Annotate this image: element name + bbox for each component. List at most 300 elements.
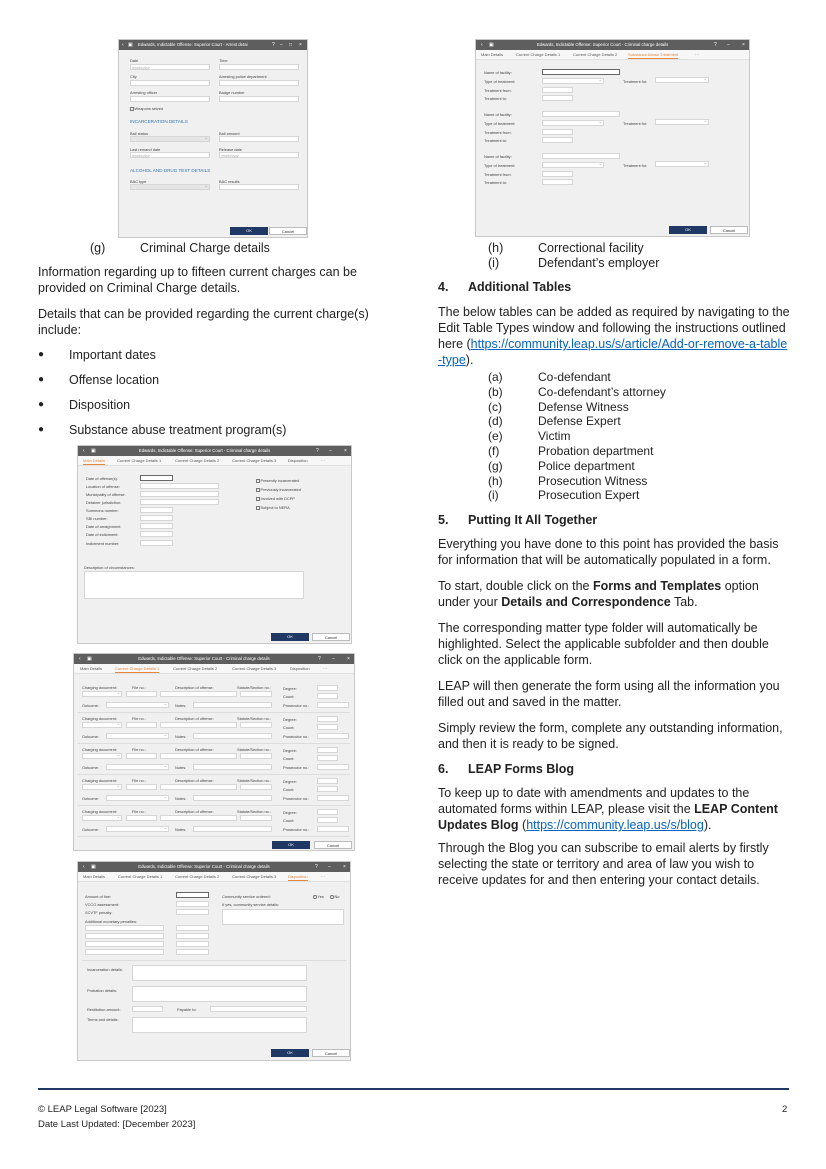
count-label: Count: [283, 818, 295, 823]
penalty-name-field[interactable] [85, 949, 164, 955]
bullet-item: Important dates [69, 348, 156, 362]
section-6-p1 [438, 785, 790, 833]
table-types-list [488, 370, 790, 503]
penalty-amount-field[interactable] [176, 933, 209, 939]
facility-label: Name of facility: [484, 70, 512, 75]
to-label: Treatment to: [484, 180, 507, 185]
substance-abuse-window [475, 39, 750, 237]
section-5-p3: The corresponding matter type folder will automatically be highlighted. Select the applicable subfolder and then double click on the applicable form. [438, 621, 769, 668]
incarceration-heading: INCARCERATION DETAILS [130, 119, 188, 124]
from-field[interactable] [542, 171, 573, 177]
file-no-label: File no.: [132, 809, 146, 814]
tab-disposition[interactable]: Disposition [290, 666, 310, 671]
penalty-amount-field[interactable] [176, 925, 209, 931]
table-types-link[interactable]: https://community.leap.us/s/article/Add-or-remove-a-table-type [438, 337, 788, 367]
bullet-item: Offense location [69, 373, 160, 387]
penalty-amount-field[interactable] [176, 941, 209, 947]
detainer-label: Detainer jurisdiction: [86, 500, 122, 505]
terms-label: Terms and details: [87, 1017, 119, 1022]
date-placeholder: mm/dd/yyyy [132, 154, 150, 158]
tab-charge-2[interactable]: Current Charge Details 2 [173, 666, 218, 671]
scvtf-label: SCVTF penalty: [85, 910, 113, 915]
time-field[interactable] [219, 64, 299, 70]
tab-charge-2[interactable]: Current Charge Details 2 [175, 458, 220, 463]
incarceration-label: Incarceration details: [87, 967, 123, 972]
item-label: (h) [488, 473, 503, 488]
minimize-icon[interactable]: – [328, 864, 331, 870]
bac-type-select[interactable] [130, 184, 210, 190]
paragraph-text: ). [703, 818, 712, 833]
paragraph-text: To keep up to date with amendments and updates to the automated forms within LEAP, please visit the [438, 786, 750, 817]
outcome-label: Outcome: [82, 765, 99, 770]
count-label: Count: [283, 787, 295, 792]
facility-group-3 [476, 124, 749, 184]
file-no-label: File no.: [132, 778, 146, 783]
charge-row [74, 778, 354, 832]
close-icon[interactable]: × [343, 864, 346, 870]
folder-icon[interactable]: ▣ [87, 656, 92, 662]
payable-label: Payable to: [177, 1007, 197, 1012]
fine-label: Amount of fine: [85, 894, 112, 899]
tab-charge-3[interactable]: Current Charge Details 3 [232, 666, 277, 671]
ok-button[interactable]: OK [669, 226, 707, 234]
statute-label: Statute/Section no.: [237, 747, 271, 752]
city-field[interactable] [130, 80, 210, 86]
checkbox-label: Presently incarcerated [260, 478, 300, 483]
table-type-item [488, 385, 790, 400]
weapons-checkbox[interactable] [130, 106, 163, 111]
summons-field[interactable] [140, 507, 173, 513]
terms-textarea[interactable] [132, 1017, 307, 1033]
alcohol-heading: ALCOHOL AND DRUG TEST DETAILS [130, 168, 211, 173]
community-yes-radio[interactable] [312, 894, 324, 899]
outcome-select[interactable] [106, 826, 169, 832]
notes-label: Notes: [175, 734, 187, 739]
count-label: Count: [283, 694, 295, 699]
table-type-item [488, 370, 790, 385]
location-field[interactable] [140, 483, 219, 489]
bac-results-field[interactable] [219, 184, 299, 190]
bullet-icon: ● [38, 349, 45, 360]
item-text: Defense Witness [538, 399, 629, 414]
item-label: (d) [488, 414, 503, 429]
item-label: (c) [488, 399, 502, 414]
bac-type-label: BAC type [130, 179, 147, 184]
description-textarea[interactable] [84, 571, 304, 599]
fine-field[interactable] [176, 892, 209, 898]
ok-button[interactable]: OK [271, 1049, 309, 1057]
tab-charge-1[interactable]: Current Charge Details 1 [118, 874, 163, 879]
tab-disposition[interactable]: Disposition [288, 458, 308, 463]
details-paragraph: Details that can be provided regarding the current charge(s) include: [38, 307, 369, 337]
item-text: Prosecution Witness [538, 473, 648, 488]
charging-doc-select[interactable] [82, 815, 122, 821]
count-label: Count: [283, 725, 295, 730]
penalty-name-field[interactable] [85, 933, 164, 939]
table-type-item [488, 474, 790, 489]
table-type-item [488, 488, 790, 503]
table-type-item [488, 400, 790, 415]
tab-charge-1[interactable]: Current Charge Details 1 [516, 52, 561, 57]
restitution-field[interactable] [132, 1006, 163, 1012]
back-icon[interactable]: ‹ [83, 448, 85, 454]
cancel-button[interactable]: Cancel [312, 1049, 350, 1057]
bullet-item: Disposition [69, 398, 131, 412]
charging-doc-label: Charging document: [82, 778, 118, 783]
section-divider [82, 960, 346, 961]
weapons-label: Weapons seized [134, 106, 164, 111]
degree-label: Degree: [283, 748, 297, 753]
bail-status-label: Bail status [130, 131, 148, 136]
tab-bar [78, 872, 350, 882]
municipality-field[interactable] [140, 491, 219, 497]
list-text-i: Defendant’s employer [538, 256, 660, 270]
list-text-g: Criminal Charge details [140, 241, 270, 255]
indictment-date-label: Date of indictment: [86, 532, 119, 537]
checkbox-label: Subject to NERA [260, 505, 290, 510]
count-label: Count: [283, 756, 295, 761]
notes-label: Notes: [175, 827, 187, 832]
minimize-icon[interactable]: – [332, 656, 335, 662]
item-label: (a) [488, 370, 503, 384]
item-label: (g) [488, 458, 503, 473]
presently-incarcerated-checkbox[interactable] [256, 478, 299, 483]
facility-field[interactable] [542, 69, 620, 75]
section-4-number: 4. [438, 280, 449, 294]
previously-incarcerated-checkbox[interactable] [256, 487, 301, 492]
count-field[interactable] [317, 817, 338, 823]
section-5-number: 5. [438, 513, 449, 528]
tab-bar [78, 456, 351, 466]
indictment-date-field[interactable] [140, 531, 173, 537]
time-label: Time [219, 58, 228, 63]
minimize-icon[interactable]: – [280, 42, 283, 48]
footer-rule [38, 1088, 789, 1090]
folder-icon[interactable]: ▣ [91, 864, 96, 870]
file-no-label: File no.: [132, 747, 146, 752]
indictment-number-label: Indictment number: [86, 541, 120, 546]
minimize-icon[interactable]: – [329, 448, 332, 454]
probation-label: Probation details: [87, 988, 118, 993]
cancel-button[interactable]: Cancel [710, 226, 748, 234]
community-label: Community service ordered: [222, 894, 271, 899]
from-label: Treatment from: [484, 88, 512, 93]
tab-more[interactable]: ··· [321, 458, 325, 463]
charge-row [74, 747, 354, 801]
charge-row [74, 716, 354, 770]
item-label: (e) [488, 429, 503, 444]
help-icon[interactable]: ? [714, 42, 717, 48]
item-text: Probation department [538, 443, 654, 458]
paragraph-text: Tab. [670, 595, 698, 610]
release-date-label: Release date [219, 147, 242, 152]
bail-amount-label: Bail amount [219, 131, 240, 136]
to-label: Treatment to: [484, 96, 507, 101]
folder-icon[interactable]: ▣ [91, 448, 96, 454]
date-label: Date [130, 58, 139, 63]
for-select[interactable] [655, 161, 709, 167]
police-dept-field[interactable] [219, 80, 299, 86]
paragraph-text: option under your [438, 579, 759, 610]
for-label: Treatment for: [623, 79, 648, 84]
bullet-item: Substance abuse treatment program(s) [69, 423, 287, 437]
nera-checkbox[interactable] [256, 505, 290, 510]
section-6-heading [438, 761, 790, 777]
vcco-field[interactable] [176, 901, 209, 907]
statute-field[interactable] [240, 815, 272, 821]
item-text: Prosecution Expert [538, 488, 640, 503]
police-dept-label: Arresting police department [219, 74, 267, 79]
folder-icon[interactable]: ▣ [489, 42, 494, 48]
table-type-item [488, 459, 790, 474]
community-no-radio[interactable] [329, 894, 339, 899]
tab-substance-abuse[interactable]: Substance Abuse Treatment [628, 52, 679, 57]
maximize-icon[interactable]: □ [289, 42, 293, 48]
from-label: Treatment from: [484, 130, 512, 135]
details-correspondence-bold: Details and Correspondence [501, 595, 671, 610]
table-type-item [488, 414, 790, 429]
list-text-h: Correctional facility [538, 241, 644, 255]
additional-label: Additional monetary penalties: [85, 919, 138, 924]
item-label: (f) [488, 443, 500, 458]
bail-amount-field[interactable] [219, 136, 299, 142]
tab-more[interactable]: ··· [695, 52, 699, 57]
degree-field[interactable] [317, 809, 338, 815]
section-4-heading [438, 279, 790, 295]
summons-label: Summons number: [86, 508, 119, 513]
facility-field[interactable] [542, 153, 620, 159]
tab-disposition[interactable]: Disposition [288, 874, 308, 879]
arraignment-label: Date of arraignment: [86, 524, 122, 529]
outcome-label: Outcome: [82, 796, 99, 801]
charging-doc-label: Charging document: [82, 809, 118, 814]
prosecutor-label: Prosecutor no.: [283, 765, 310, 770]
item-text: Defense Expert [538, 414, 621, 429]
tab-main-details[interactable]: Main Details [83, 874, 106, 879]
type-label: Type of treatment: [484, 121, 516, 126]
outcome-label: Outcome: [82, 703, 99, 708]
ok-button[interactable]: OK [272, 841, 310, 849]
community-details-label: If yes, community service details: [222, 902, 280, 907]
item-text: Victim [538, 429, 571, 444]
scvtf-field[interactable] [176, 909, 209, 915]
help-icon[interactable]: ? [272, 42, 275, 48]
current-charge-window [73, 653, 355, 851]
section-6-number: 6. [438, 762, 449, 777]
charging-doc-label: Charging document: [82, 716, 118, 721]
window-title: Edwards, Indictable Offense: Superior Court - Criminal charge details [536, 42, 669, 47]
help-icon[interactable]: ? [316, 448, 319, 454]
tab-main-details[interactable]: Main Details [83, 458, 106, 463]
cancel-button[interactable]: Cancel [269, 227, 307, 235]
statute-label: Statute/Section no.: [237, 716, 271, 721]
officer-field[interactable] [130, 96, 210, 102]
list-label-i: (i) [488, 256, 500, 270]
tab-charge-3[interactable]: Current Charge Details 3 [232, 874, 277, 879]
title-bar [119, 40, 307, 50]
disposition-window [77, 861, 351, 1061]
tab-main-details[interactable]: Main Details [80, 666, 103, 671]
tab-charge-2[interactable]: Current Charge Details 2 [573, 52, 618, 57]
close-icon[interactable]: × [299, 42, 302, 48]
help-icon[interactable]: ? [318, 656, 321, 662]
description-field[interactable] [160, 815, 237, 821]
indictment-number-field[interactable] [140, 540, 173, 546]
tab-main-details[interactable]: Main Details [481, 52, 504, 57]
no-label: No [334, 894, 340, 899]
right-column [438, 279, 790, 888]
charge-row [74, 685, 354, 739]
back-icon[interactable]: ‹ [83, 864, 85, 870]
description-label: Description of offense: [175, 747, 214, 752]
notes-label: Notes: [175, 796, 187, 801]
type-label: Type of treatment: [484, 79, 516, 84]
badge-field[interactable] [219, 96, 299, 102]
back-icon[interactable]: ‹ [481, 42, 483, 48]
back-icon[interactable]: ‹ [79, 656, 81, 662]
detainer-field[interactable] [140, 499, 219, 505]
item-text: Co-defendant’s attorney [538, 384, 666, 399]
checkbox-label: Previously incarcerated [260, 487, 301, 492]
facility-label: Name of facility: [484, 154, 512, 159]
page-number: 2 [782, 1104, 788, 1115]
back-icon[interactable]: ‹ [122, 42, 124, 48]
vcco-label: VCCO assessment: [85, 902, 120, 907]
tab-more[interactable]: ··· [323, 666, 327, 671]
restitution-label: Restitution amount: [87, 1007, 121, 1012]
table-type-item [488, 444, 790, 459]
tab-charge-3[interactable]: Current Charge Details 3 [232, 458, 277, 463]
cancel-button[interactable]: Cancel [312, 633, 350, 641]
payable-field[interactable] [210, 1006, 307, 1012]
close-icon[interactable]: × [344, 448, 347, 454]
offense-date-field[interactable] [140, 475, 173, 481]
penalty-amount-field[interactable] [176, 949, 209, 955]
date-placeholder: mm/dd/yyyy [221, 154, 239, 158]
description-label: Description of offense: [175, 778, 214, 783]
degree-label: Degree: [283, 686, 297, 691]
tab-charge-1[interactable]: Current Charge Details 1 [117, 458, 162, 463]
community-details-textarea[interactable] [222, 909, 344, 925]
title-bar [78, 446, 351, 456]
tab-charge-1[interactable]: Current Charge Details 1 [115, 666, 160, 671]
notes-field[interactable] [193, 826, 272, 832]
dcpp-checkbox[interactable] [256, 496, 295, 501]
blog-name-bold: LEAP Content Updates Blog [438, 802, 778, 833]
last-remand-label: Last remand date [130, 147, 161, 152]
bail-status-select[interactable] [130, 136, 210, 142]
section-5-p1: Everything you have done to this point has provided the basis for information that will be automatically populated in a form. [438, 537, 779, 568]
section-6-title: LEAP Forms Blog [468, 762, 575, 777]
incarceration-textarea[interactable] [132, 965, 307, 981]
arraignment-field[interactable] [140, 523, 173, 529]
penalty-name-field[interactable] [85, 941, 164, 947]
section-5-p5: Simply review the form, complete any outstanding information, and then it is ready to be signed. [438, 721, 783, 752]
list-label-g: (g) [90, 241, 106, 255]
description-label: Description of offense: [175, 809, 214, 814]
charge-row [74, 654, 354, 708]
type-label: Type of treatment: [484, 163, 516, 168]
section-4-title: Additional Tables [468, 280, 572, 294]
city-label: City [130, 74, 137, 79]
paragraph-text: ). [465, 353, 474, 367]
release-date-field[interactable] [219, 152, 299, 158]
window-title: Edwards, Indictable Offense: Superior Court - Criminal charge details [138, 448, 271, 453]
close-icon[interactable]: × [742, 42, 745, 48]
minimize-icon[interactable]: – [727, 42, 730, 48]
tab-more[interactable]: ··· [321, 874, 325, 879]
notes-label: Notes: [175, 765, 187, 770]
municipality-label: Municipality of offense: [86, 492, 126, 497]
section-4-paragraph [438, 304, 790, 368]
last-remand-field[interactable] [130, 152, 210, 158]
penalty-name-field[interactable] [85, 925, 164, 931]
probation-textarea[interactable] [132, 986, 307, 1002]
type-select[interactable] [542, 162, 604, 168]
prosecutor-field[interactable] [317, 826, 349, 832]
degree-label: Degree: [283, 717, 297, 722]
sbi-field[interactable] [140, 515, 173, 521]
statute-label: Statute/Section no.: [237, 685, 271, 690]
help-icon[interactable]: ? [315, 864, 318, 870]
section-5-p4: LEAP will then generate the form using all the information you filled out and saved in the matter. [438, 679, 780, 710]
charging-doc-label: Charging document: [82, 747, 118, 752]
bullet-icon: ● [38, 399, 45, 410]
sbi-label: SBI number: [86, 516, 108, 521]
description-label: Description of offense: [175, 685, 214, 690]
statute-label: Statute/Section no.: [237, 778, 271, 783]
blog-link[interactable]: https://community.leap.us/s/blog [526, 818, 704, 833]
ok-button[interactable]: OK [271, 633, 309, 641]
to-field[interactable] [542, 179, 573, 185]
from-label: Treatment from: [484, 172, 512, 177]
footer-copyright: © LEAP Legal Software [2023] [38, 1104, 167, 1115]
charging-doc-label: Charging document: [82, 685, 118, 690]
folder-icon[interactable]: ▣ [128, 42, 133, 48]
yes-label: Yes [317, 894, 324, 899]
date-field[interactable] [130, 64, 210, 70]
paragraph-text: ( [518, 818, 527, 833]
cancel-button[interactable]: Cancel [314, 841, 352, 849]
section-5-heading [438, 512, 790, 528]
close-icon[interactable]: × [347, 656, 350, 662]
statute-label: Statute/Section no.: [237, 809, 271, 814]
main-details-window [77, 445, 352, 644]
window-title: Edwards, Indictable Offense: Superior Court - Criminal charge details [138, 864, 270, 869]
to-label: Treatment to: [484, 138, 507, 143]
prosecutor-label: Prosecutor no.: [283, 734, 310, 739]
table-type-item [488, 429, 790, 444]
degree-label: Degree: [283, 779, 297, 784]
bac-results-label: BAC results [219, 179, 240, 184]
paragraph-text: To start, double click on the [438, 579, 593, 594]
footer-updated: Date Last Updated: [December 2023] [38, 1119, 196, 1130]
bullet-icon: ● [38, 424, 45, 435]
section-5-title: Putting It All Together [468, 513, 598, 528]
tab-charge-2[interactable]: Current Charge Details 2 [175, 874, 220, 879]
section-5-p2 [438, 578, 790, 610]
badge-label: Badge number [219, 90, 245, 95]
outcome-label: Outcome: [82, 827, 99, 832]
offense-date-label: Date of offense(s): [86, 476, 118, 481]
facility-field[interactable] [542, 111, 620, 117]
row-divider [78, 836, 350, 837]
file-no-label: File no.: [132, 716, 146, 721]
item-label: (i) [488, 488, 499, 503]
item-label: (b) [488, 384, 503, 399]
file-no-field[interactable] [126, 815, 157, 821]
ok-button[interactable]: OK [230, 227, 268, 235]
